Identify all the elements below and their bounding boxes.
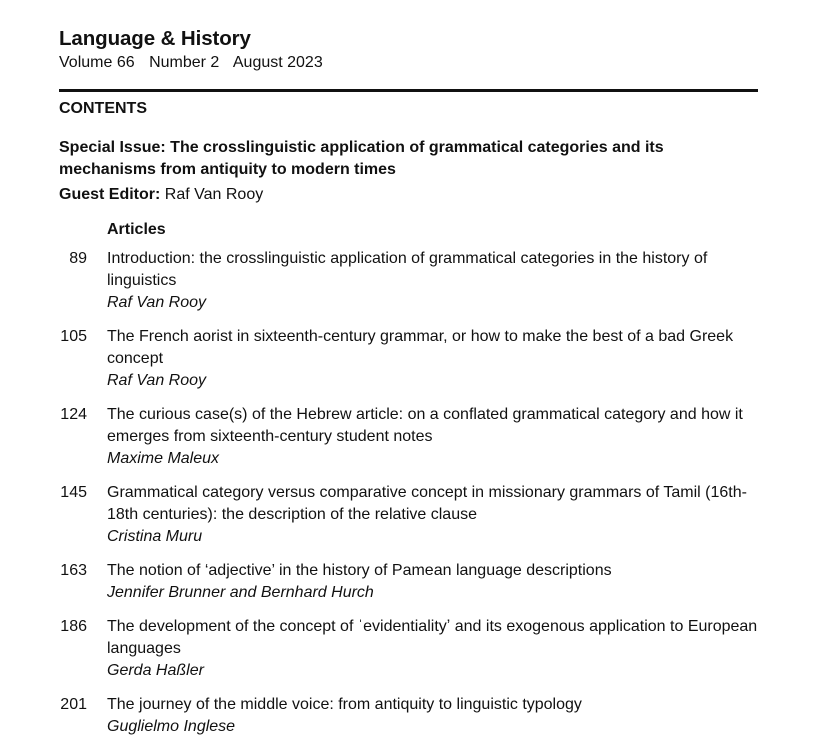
article-title[interactable]: The notion of ‘adjective’ in the history of Pamean language descriptions (107, 562, 612, 579)
guest-editor-name: Raf Van Rooy (164, 186, 264, 203)
guest-editor-label: Guest Editor: (59, 186, 161, 203)
article-title[interactable]: The development of the concept of ˈevidentialityʼ and its exogenous application to European languages (107, 618, 758, 657)
article-entry[interactable] (40, 248, 760, 314)
article-entry[interactable] (40, 694, 760, 738)
article-page-number: 105 (60, 328, 87, 345)
article-title[interactable]: The journey of the middle voice: from antiquity to linguistic typology (107, 696, 582, 713)
article-page-number: 124 (60, 406, 87, 423)
article-author: Jennifer Brunner and Bernhard Hurch (107, 584, 374, 601)
issue-date: August 2023 (232, 54, 323, 71)
article-title[interactable]: The French aorist in sixteenth-century grammar, or how to make the best of a bad Greek concept (107, 328, 734, 367)
article-title[interactable]: Grammatical category versus comparative concept in missionary grammars of Tamil (16th-18th centuries): the description of the relative clause (107, 484, 747, 523)
article-entry[interactable] (40, 404, 760, 470)
article-author: Raf Van Rooy (107, 294, 207, 311)
article-page-number: 89 (69, 250, 87, 267)
article-entry[interactable] (40, 616, 760, 682)
article-author: Gerda Haßler (107, 662, 204, 679)
contents-heading: CONTENTS (59, 100, 147, 117)
article-author: Raf Van Rooy (107, 372, 207, 389)
header-divider (59, 89, 758, 92)
article-entry[interactable] (40, 560, 760, 604)
article-author: Guglielmo Inglese (107, 718, 236, 735)
article-page-number: 163 (60, 562, 87, 579)
guest-editor (59, 186, 263, 204)
volume: Volume 66 (59, 54, 135, 71)
article-author: Maxime Maleux (107, 450, 220, 467)
journal-title: Language & History (59, 27, 251, 50)
article-page-number: 186 (60, 618, 87, 635)
issue-number: Number 2 (149, 54, 220, 71)
issue-info (59, 54, 333, 72)
article-title[interactable]: The curious case(s) of the Hebrew article: on a conflated grammatical category and how it emerges from sixteenth-century student notes (107, 406, 743, 445)
article-page-number: 201 (60, 696, 87, 713)
article-title[interactable]: Introduction: the crosslinguistic application of grammatical categories in the history of linguistics (107, 250, 708, 289)
article-author: Cristina Muru (107, 528, 203, 545)
articles-heading: Articles (107, 221, 166, 238)
special-issue-title: Special Issue: The crosslinguistic application of grammatical categories and its mechanisms from antiquity to modern times (59, 139, 664, 178)
article-page-number: 145 (60, 484, 87, 501)
article-entry[interactable] (40, 482, 760, 548)
article-entry[interactable] (40, 326, 760, 392)
